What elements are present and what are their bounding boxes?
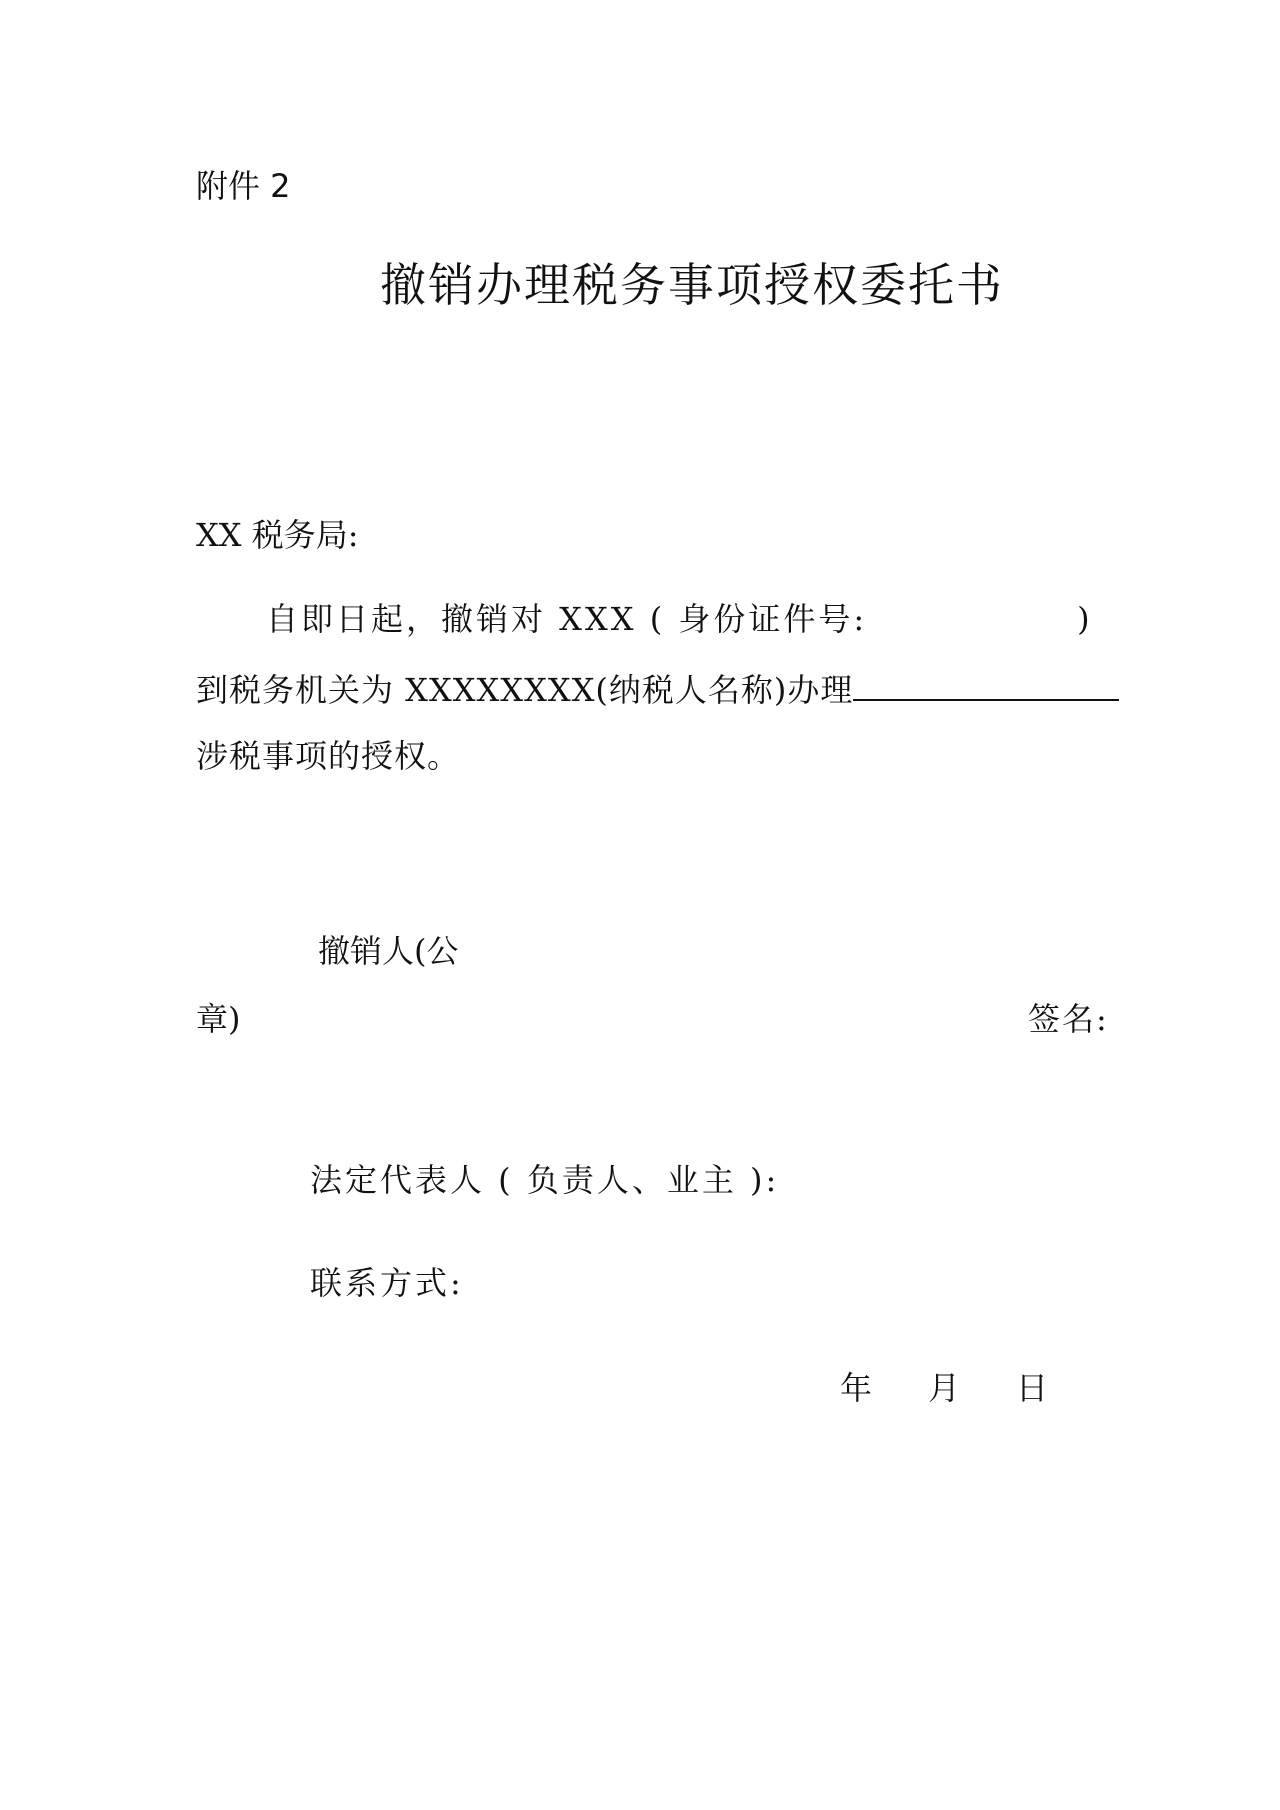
paragraph-line-3: 涉税事项的授权。 xyxy=(196,737,461,775)
document-title: 撤销办理税务事项授权委托书 xyxy=(380,258,1004,312)
date-month: 月 xyxy=(928,1369,961,1407)
revoker-label-part-1: 撤销人(公 xyxy=(318,932,459,970)
date-day: 日 xyxy=(1016,1369,1049,1407)
date-line xyxy=(840,1369,1049,1407)
paragraph-line-1-text: 自即日起，撤销对 XXX ( 身份证件号: xyxy=(266,600,868,638)
paragraph-line-1 xyxy=(266,600,1093,638)
paragraph-line-2-text: 到税务机关为 XXXXXXXX(纳税人名称)办理 xyxy=(196,671,854,709)
revoker-label-part-2: 章) xyxy=(196,1000,241,1038)
signature-label: 签名: xyxy=(1028,1000,1109,1038)
addressee: XX 税务局: xyxy=(196,516,359,554)
date-year: 年 xyxy=(840,1369,873,1407)
attachment-label: 附件 2 xyxy=(196,167,291,205)
closing-paren: ) xyxy=(1077,600,1093,638)
matter-underline-blank xyxy=(853,671,1119,701)
legal-representative-label: 法定代表人 ( 负责人、业主 ): xyxy=(310,1161,780,1199)
paragraph-line-2 xyxy=(196,671,1119,709)
contact-label: 联系方式: xyxy=(310,1264,464,1302)
